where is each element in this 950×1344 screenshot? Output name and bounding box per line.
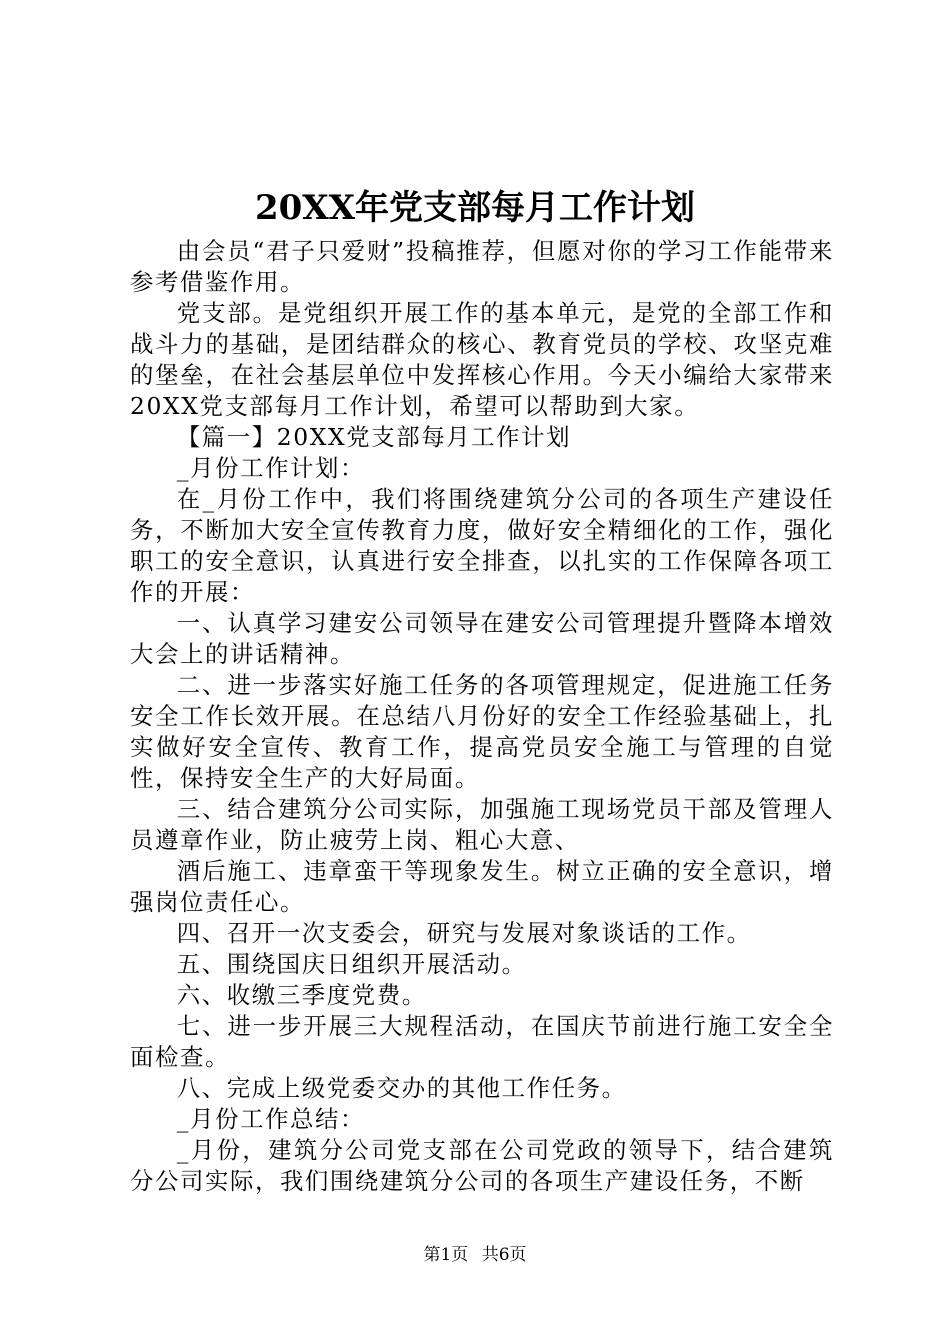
list-item: 六、收缴三季度党费。 (176, 981, 427, 1009)
list-item-continued: 酒后施工、违章蛮干等现象发生。树立正确的安全意识，增强岗位责任心。 (130, 857, 834, 916)
subheading-plan: _月份工作计划： (176, 454, 366, 482)
list-item: 一、认真学习建安公司领导在建安公司管理提升暨降本增效大会上的讲话精神。 (130, 609, 834, 668)
paragraph-summary: _月份，建筑分公司党支部在公司党政的领导下，结合建筑分公司实际，我们围绕建筑分公司的各项生产建设任务，不断 (130, 1136, 834, 1195)
subheading-summary: _月份工作总结： (176, 1105, 366, 1133)
section-heading: 【篇一】20XX党支部每月工作计划 (176, 423, 572, 451)
list-item: 七、进一步开展三大规程活动，在国庆节前进行施工安全全面检查。 (130, 1012, 834, 1071)
page-footer (0, 1244, 950, 1266)
list-item: 四、召开一次支委会，研究与发展对象谈话的工作。 (176, 919, 752, 947)
paragraph-plan-intro: 在_月份工作中，我们将围绕建筑分公司的各项生产建设任务，不断加大安全宣传教育力度，做好安全精细化的工作，强化职工的安全意识，认真进行安全排查，以扎实的工作保障各项工作的开展： (130, 485, 834, 606)
list-item: 八、完成上级党委交办的其他工作任务。 (176, 1074, 627, 1102)
page-number: 第1页 (423, 1245, 469, 1265)
document-body (130, 236, 834, 1197)
document-title: 20XX年党支部每月工作计划 (254, 188, 696, 228)
paragraph-intro: 由会员“君子只爱财”投稿推荐，但愿对你的学习工作能带来参考借鉴作用。 (130, 237, 834, 296)
paragraph-definition: 党支部。是党组织开展工作的基本单元，是党的全部工作和战斗力的基础，是团结群众的核心、教育党员的学校、攻坚克难的堡垒，在社会基层单位中发挥核心作用。今天小编给大家带来20XX党支部每月工作计划，希望可以帮助到大家。 (130, 299, 834, 420)
list-item: 二、进一步落实好施工任务的各项管理规定，促进施工任务安全工作长效开展。在总结八月份好的安全工作经验基础上，扎实做好安全宣传、教育工作，提高党员安全施工与管理的自觉性，保持安全生产的大好局面。 (130, 671, 834, 792)
list-item: 五、围绕国庆日组织开展活动。 (176, 950, 527, 978)
page-total: 共6页 (481, 1245, 527, 1265)
list-item: 三、结合建筑分公司实际，加强施工现场党员干部及管理人员遵章作业，防止疲劳上岗、粗心大意、 (130, 795, 834, 854)
